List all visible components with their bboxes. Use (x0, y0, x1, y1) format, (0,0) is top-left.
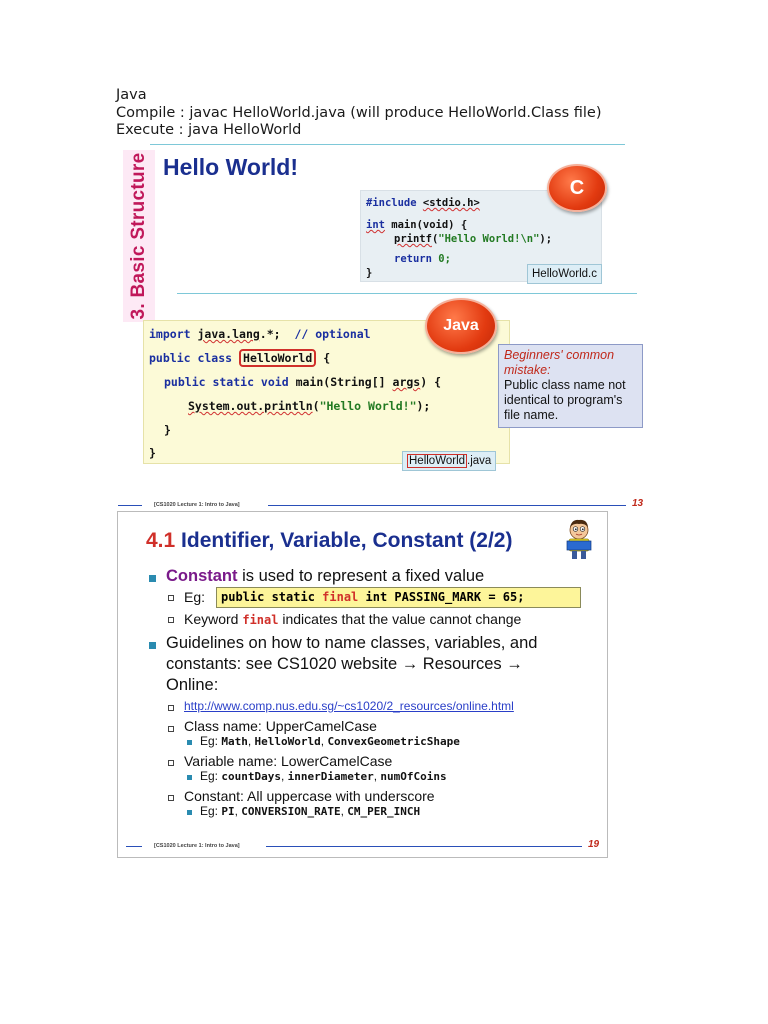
intro-line-2: Compile : javac HelloWorld.java (will produce HelloWorld.Class file) (116, 104, 602, 121)
section-side-label: 3. Basic Structure (123, 150, 155, 322)
slide-identifier-variable-constant (117, 511, 608, 858)
common-mistake-note: Beginners' common mistake: Public class name not identical to program's file name. (498, 344, 643, 428)
c-code-line-return: return 0; (394, 253, 451, 265)
c-code-line-close: } (366, 267, 373, 279)
guidelines-line-2: constants: see CS1020 website → Resources → (166, 655, 523, 673)
sub-bullet-marker (168, 617, 174, 623)
sub-bullet-marker (168, 760, 174, 766)
page-number-13: 13 (632, 498, 644, 509)
constant-example-code: public static final int PASSING_MARK = 65; (216, 587, 581, 608)
keyword-final-note: Keyword final indicates that the value cannot change (184, 611, 522, 627)
slide-title: Hello World! (163, 154, 299, 180)
bullet-marker (149, 575, 156, 582)
bullet-constant: Constant is used to represent a fixed value (166, 567, 485, 585)
class-name-rule: Class name: UpperCamelCase (184, 718, 377, 734)
java-language-badge: Java (425, 298, 497, 354)
intro-line-3: Execute : java HelloWorld (116, 122, 302, 138)
bullet-marker (149, 642, 156, 649)
variable-name-examples: Eg: countDays, innerDiameter, numOfCoins (200, 769, 447, 783)
java-code-line-println: System.out.println("Hello World!"); (188, 399, 431, 413)
java-code-line-close-outer: } (149, 446, 156, 460)
intro-text (116, 87, 602, 140)
lecture-footer-text: [CS1020 Lecture 1: Intro to Java] (154, 843, 240, 849)
variable-name-rule: Variable name: LowerCamelCase (184, 753, 393, 769)
c-code-line-main: int main(void) { (366, 219, 468, 231)
java-filename-label: HelloWorld .java (402, 451, 496, 471)
c-code-line-include: #include <stdio.h> (366, 197, 480, 209)
java-code-line-main: public static void main(String[] args) { (164, 375, 441, 389)
sub-bullet-marker (168, 726, 174, 732)
sub-bullet-marker (168, 795, 174, 801)
resources-link[interactable]: http://www.comp.nus.edu.sg/~cs1020/2_resources/online.html (184, 699, 514, 713)
lecture-footer-text: [CS1020 Lecture 1: Intro to Java] (154, 502, 240, 508)
intro-line-1: Java (116, 87, 147, 103)
slide-title: 4.1 Identifier, Variable, Constant (2/2) (146, 529, 513, 552)
class-name-examples: Eg: Math, HelloWorld, ConvexGeometricShape (200, 734, 460, 748)
constant-name-rule: Constant: All uppercase with underscore (184, 788, 435, 804)
java-code-line-close-inner: } (164, 423, 171, 437)
class-name-highlight: HelloWorld (239, 349, 316, 367)
c-language-badge: C (547, 164, 607, 212)
c-code-line-printf: printf("Hello World!\n"); (394, 233, 553, 245)
sub-bullet-marker (168, 595, 174, 601)
constant-name-examples: Eg: PI, CONVERSION_RATE, CM_PER_INCH (200, 804, 421, 818)
java-code-line-class: public class HelloWorld { (149, 351, 331, 365)
sub-bullet-marker (168, 705, 174, 711)
slide-top-rule (150, 144, 625, 145)
slide-hello-world (115, 140, 645, 475)
java-code-line-import: import java.lang.*; // optional (149, 327, 371, 341)
eg-label: Eg: (184, 589, 206, 605)
slide-mid-rule (177, 293, 637, 294)
guidelines-line-3: Online: (166, 676, 219, 694)
guidelines-line-1: Guidelines on how to name classes, variables, and (166, 634, 538, 652)
c-filename-label: HelloWorld.c (527, 264, 602, 284)
page-number-19: 19 (588, 839, 600, 850)
reading-character-icon (562, 518, 596, 560)
